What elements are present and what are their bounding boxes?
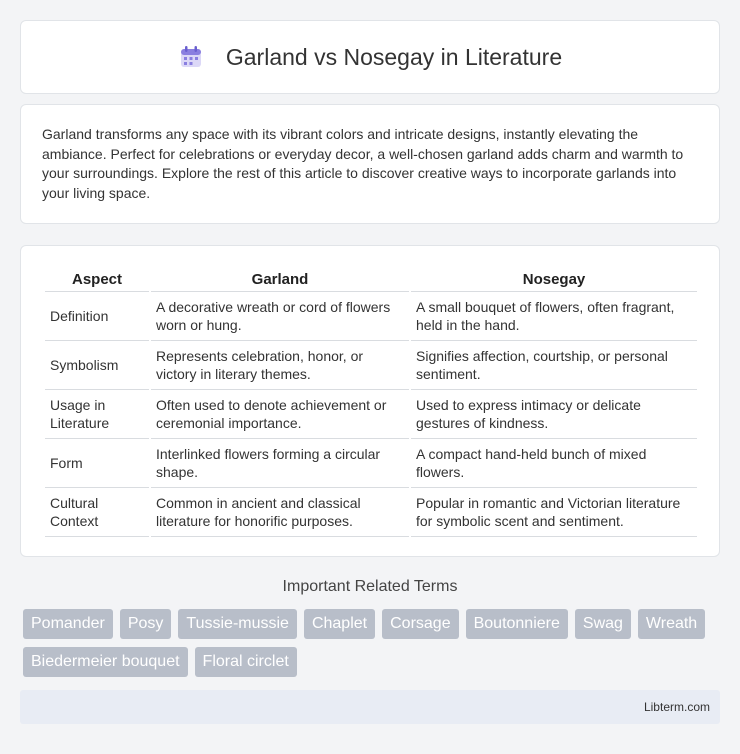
header-aspect: Aspect: [45, 266, 149, 292]
related-terms-title: Important Related Terms: [282, 578, 458, 595]
table-row: [45, 341, 697, 390]
table-row: [45, 390, 697, 439]
cell-aspect: Cultural Context: [45, 488, 149, 537]
header-card: [20, 20, 720, 94]
tag-chaplet[interactable]: Chaplet: [304, 609, 375, 639]
tag-pomander[interactable]: Pomander: [23, 609, 113, 639]
cell-aspect: Symbolism: [45, 341, 149, 390]
tag-boutonniere[interactable]: Boutonniere: [466, 609, 568, 639]
page-title: Garland vs Nosegay in Literature: [225, 43, 563, 70]
cell-aspect: Definition: [45, 292, 149, 341]
intro-text: Garland transforms any space with its vibrant colors and intricate designs, instantly elevating the ambiance. Perfect for celebrations or everyday decor, a well-chosen garland adds charm and warmth to your surroundings. Explore the rest of this article to discover creative ways to incorporate garlands into your living space.: [42, 126, 684, 201]
cell-garland: Often used to denote achievement or ceremonial importance.: [151, 390, 409, 439]
intro-card: [20, 104, 720, 224]
cell-aspect: Form: [45, 439, 149, 488]
tag-corsage[interactable]: Corsage: [382, 609, 458, 639]
tag-tussie-mussie[interactable]: Tussie-mussie: [178, 609, 297, 639]
tag-wreath[interactable]: Wreath: [638, 609, 705, 639]
cell-garland: Represents celebration, honor, or victory in literary themes.: [151, 341, 409, 390]
table-row: [45, 488, 697, 537]
cell-garland: Common in ancient and classical literature for honorific purposes.: [151, 488, 409, 537]
calendar-icon: [178, 44, 204, 70]
cell-nosegay: A small bouquet of flowers, often fragrant, held in the hand.: [411, 292, 697, 341]
table-row: [45, 439, 697, 488]
title-wrap: [178, 44, 562, 71]
footer-site-link[interactable]: Libterm.com: [643, 700, 710, 714]
footer: [20, 690, 720, 724]
table-header-row: [45, 266, 697, 292]
cell-nosegay: Popular in romantic and Victorian literature for symbolic scent and sentiment.: [411, 488, 697, 537]
tag-biedermeier-bouquet[interactable]: Biedermeier bouquet: [23, 647, 188, 677]
tag-posy[interactable]: Posy: [120, 609, 172, 639]
cell-nosegay: A compact hand-held bunch of mixed flowers.: [411, 439, 697, 488]
header-garland: Garland: [151, 266, 409, 292]
cell-nosegay: Used to express intimacy or delicate gestures of kindness.: [411, 390, 697, 439]
cell-garland: Interlinked flowers forming a circular shape.: [151, 439, 409, 488]
comparison-table: [43, 266, 699, 537]
cell-aspect: Usage in Literature: [45, 390, 149, 439]
table-card: [20, 245, 720, 557]
tag-floral-circlet[interactable]: Floral circlet: [195, 647, 297, 677]
header-nosegay: Nosegay: [411, 266, 697, 292]
cell-garland: A decorative wreath or cord of flowers worn or hung.: [151, 292, 409, 341]
tag-swag[interactable]: Swag: [575, 609, 631, 639]
cell-nosegay: Signifies affection, courtship, or personal sentiment.: [411, 341, 697, 390]
related-terms-tags: [23, 609, 723, 677]
table-row: [45, 292, 697, 341]
